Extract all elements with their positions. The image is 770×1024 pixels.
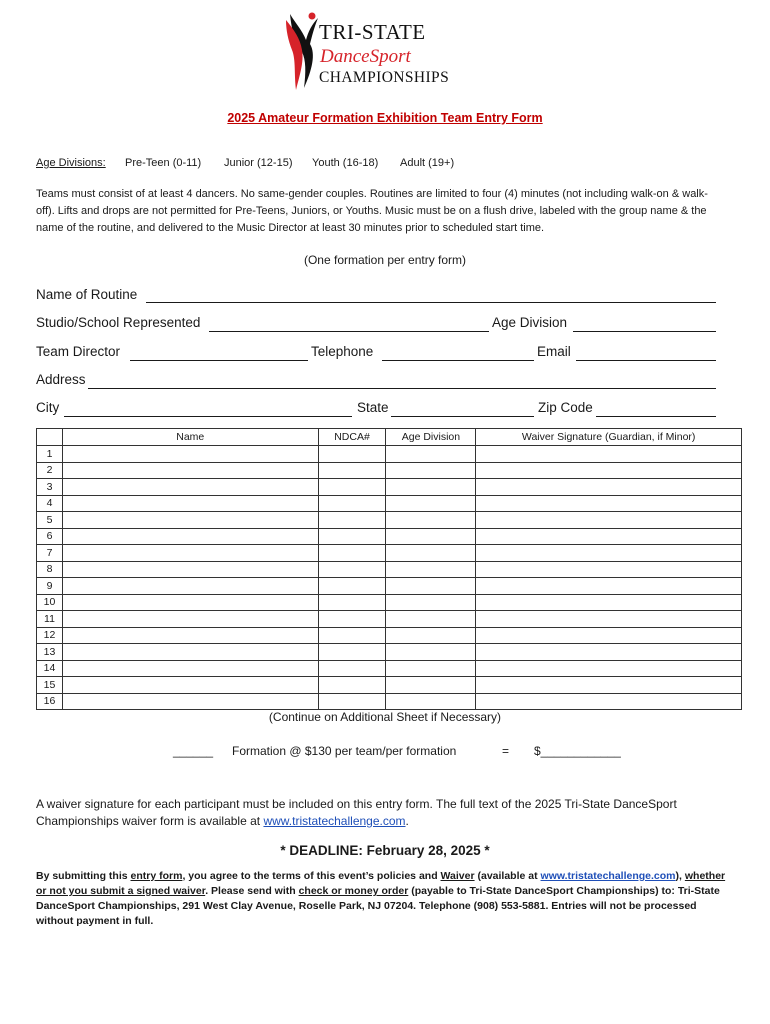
name-cell[interactable] <box>62 627 318 644</box>
name-cell[interactable] <box>62 462 318 479</box>
ndca-cell[interactable] <box>318 462 386 479</box>
name-cell[interactable] <box>62 561 318 578</box>
row-number: 8 <box>37 561 63 578</box>
address-line[interactable] <box>88 388 716 389</box>
name-cell[interactable] <box>62 594 318 611</box>
row-number: 13 <box>37 644 63 661</box>
waiver-signature-cell[interactable] <box>476 462 742 479</box>
address-label: Address <box>36 372 86 387</box>
team-director-label: Team Director <box>36 344 121 359</box>
header-ndca: NDCA# <box>318 429 386 446</box>
telephone-line[interactable] <box>382 360 534 361</box>
age-division-cell[interactable] <box>386 561 476 578</box>
waiver-signature-cell[interactable] <box>476 578 742 595</box>
age-division-line[interactable] <box>573 331 716 332</box>
age-division-label: Age Division <box>492 315 568 330</box>
logo-text-championships: CHAMPIONSHIPS <box>319 69 450 86</box>
ndca-cell[interactable] <box>318 446 386 463</box>
ndca-cell[interactable] <box>318 594 386 611</box>
age-division-cell[interactable] <box>386 644 476 661</box>
fee-total[interactable]: $____________ <box>534 744 621 758</box>
waiver-signature-cell[interactable] <box>476 611 742 628</box>
name-cell[interactable] <box>62 512 318 529</box>
row-number: 7 <box>37 545 63 562</box>
waiver-signature-cell[interactable] <box>476 495 742 512</box>
age-division-cell[interactable] <box>386 611 476 628</box>
table-row <box>37 512 742 529</box>
name-cell[interactable] <box>62 528 318 545</box>
waiver-link[interactable]: www.tristatechallenge.com <box>263 814 406 828</box>
age-division-cell[interactable] <box>386 495 476 512</box>
table-row <box>37 611 742 628</box>
row-number: 4 <box>37 495 63 512</box>
table-row <box>37 495 742 512</box>
age-division-adult: Adult (19+) <box>400 157 455 169</box>
terms-part-1: By submitting this <box>36 870 131 882</box>
age-division-cell[interactable] <box>386 462 476 479</box>
table-row <box>37 627 742 644</box>
row-number: 14 <box>37 660 63 677</box>
age-divisions-label: Age Divisions: <box>36 157 106 169</box>
name-cell[interactable] <box>62 578 318 595</box>
whether-text: whether or not you submit a signed waiver <box>36 870 726 897</box>
state-line[interactable] <box>391 416 534 417</box>
ndca-cell[interactable] <box>318 611 386 628</box>
age-division-cell[interactable] <box>386 693 476 710</box>
waiver-link-bold[interactable]: Waiver <box>440 870 475 882</box>
row-number: 9 <box>37 578 63 595</box>
ndca-cell[interactable] <box>318 495 386 512</box>
table-row <box>37 479 742 496</box>
name-cell[interactable] <box>62 479 318 496</box>
ndca-cell[interactable] <box>318 677 386 694</box>
row-number: 15 <box>37 677 63 694</box>
row-number: 11 <box>37 611 63 628</box>
row-number: 6 <box>37 528 63 545</box>
row-number: 12 <box>37 627 63 644</box>
ndca-cell[interactable] <box>318 545 386 562</box>
table-row <box>37 462 742 479</box>
age-division-preteen: Pre-Teen (0-11) <box>125 157 202 169</box>
table-row <box>37 594 742 611</box>
ndca-cell[interactable] <box>318 528 386 545</box>
state-label: State <box>357 400 389 415</box>
email-line[interactable] <box>576 360 716 361</box>
entry-form-link[interactable]: entry form <box>130 870 183 882</box>
waiver-signature-cell[interactable] <box>476 545 742 562</box>
waiver-signature-cell[interactable] <box>476 512 742 529</box>
table-row <box>37 578 742 595</box>
one-per-form-note: (One formation per entry form) <box>303 253 467 267</box>
waiver-signature-cell[interactable] <box>476 561 742 578</box>
routine-name-line[interactable] <box>146 302 716 303</box>
name-cell[interactable] <box>62 644 318 661</box>
routine-name-label: Name of Routine <box>36 287 138 302</box>
terms-part-2: , you agree to the terms of this event’s policies and <box>182 870 441 882</box>
waiver-signature-cell[interactable] <box>476 677 742 694</box>
continue-note: (Continue on Additional Sheet if Necessary) <box>268 710 502 724</box>
form-title: 2025 Amateur Formation Exhibition Team Entry Form <box>227 111 543 125</box>
waiver-signature-cell[interactable] <box>476 479 742 496</box>
table-row <box>37 660 742 677</box>
team-director-line[interactable] <box>130 360 308 361</box>
age-division-cell[interactable] <box>386 446 476 463</box>
studio-label: Studio/School Represented <box>36 315 201 330</box>
row-number: 3 <box>37 479 63 496</box>
ndca-cell[interactable] <box>318 479 386 496</box>
waiver-paragraph: A waiver signature for each participant must be included on this entry form. The full text of the 2025 Tri-State DanceSport Championships waiver form is available at www.tristatechallenge.com. <box>36 797 677 828</box>
name-cell[interactable] <box>62 446 318 463</box>
table-row <box>37 545 742 562</box>
waiver-signature-cell[interactable] <box>476 528 742 545</box>
zip-line[interactable] <box>596 416 716 417</box>
roster-body <box>37 446 742 710</box>
logo-text-dancesport: DanceSport <box>320 46 411 67</box>
age-division-youth: Youth (16-18) <box>312 157 379 169</box>
header-age-division: Age Division <box>386 429 476 446</box>
age-division-cell[interactable] <box>386 528 476 545</box>
table-row <box>37 446 742 463</box>
waiver-signature-cell[interactable] <box>476 594 742 611</box>
age-division-cell[interactable] <box>386 545 476 562</box>
name-cell[interactable] <box>62 677 318 694</box>
name-cell[interactable] <box>62 693 318 710</box>
table-header-row <box>37 429 742 446</box>
roster-table <box>36 428 742 710</box>
ndca-cell[interactable] <box>318 693 386 710</box>
row-number: 5 <box>37 512 63 529</box>
ndca-cell[interactable] <box>318 660 386 677</box>
waiver-text: A waiver signature for each participant must be included on this entry form. The full text of the 2025 Tri-State DanceSport Championships waiver form is available at <box>36 797 677 828</box>
age-division-cell[interactable] <box>386 627 476 644</box>
header-waiver-signature: Waiver Signature (Guardian, if Minor) <box>476 429 742 446</box>
header-number <box>37 429 63 446</box>
ndca-cell[interactable] <box>318 578 386 595</box>
row-number: 16 <box>37 693 63 710</box>
name-cell[interactable] <box>62 495 318 512</box>
table-row <box>37 693 742 710</box>
age-division-cell[interactable] <box>386 677 476 694</box>
table-row <box>37 561 742 578</box>
waiver-signature-cell[interactable] <box>476 693 742 710</box>
name-cell[interactable] <box>62 611 318 628</box>
waiver-signature-cell[interactable] <box>476 644 742 661</box>
fee-text: Formation @ $130 per team/per formation <box>232 744 457 758</box>
terms-part-4: ), <box>675 870 685 882</box>
table-row <box>37 528 742 545</box>
fee-blank[interactable]: ______ <box>173 744 214 758</box>
logo-text-tristate: TRI-STATE <box>319 20 426 44</box>
row-number: 2 <box>37 462 63 479</box>
ndca-cell[interactable] <box>318 561 386 578</box>
table-row <box>37 644 742 661</box>
row-number: 10 <box>37 594 63 611</box>
submission-terms <box>36 869 736 929</box>
fee-equals: = <box>502 744 510 758</box>
waiver-signature-cell[interactable] <box>476 660 742 677</box>
age-division-cell[interactable] <box>386 594 476 611</box>
waiver-signature-cell[interactable] <box>476 627 742 644</box>
terms-part-3: (available at <box>474 870 541 882</box>
city-label: City <box>36 400 60 415</box>
age-division-junior: Junior (12-15) <box>224 157 293 169</box>
name-cell[interactable] <box>62 545 318 562</box>
ndca-cell[interactable] <box>318 627 386 644</box>
age-division-cell[interactable] <box>386 578 476 595</box>
age-division-cell[interactable] <box>386 660 476 677</box>
table-row <box>37 677 742 694</box>
email-label: Email <box>537 344 571 359</box>
rules-paragraph: Teams must consist of at least 4 dancers. No same-gender couples. Routines are limited to four (4) minutes (not including walk-on & walk-off). Lifts and drops are not permitted for Pre-Teens, Juniors, or Youths. Music must be on a flush drive, labeled with the group name & the name of the routine, and delivered to the Music Director at least 30 minutes prior to scheduled start time. <box>36 188 708 234</box>
ndca-cell[interactable] <box>318 512 386 529</box>
ndca-cell[interactable] <box>318 644 386 661</box>
age-division-cell[interactable] <box>386 512 476 529</box>
deadline: * DEADLINE: February 28, 2025 * <box>280 843 490 858</box>
zip-label: Zip Code <box>538 400 593 415</box>
telephone-label: Telephone <box>311 344 374 359</box>
terms-part-5: . Please send with <box>205 885 299 897</box>
city-line[interactable] <box>64 416 352 417</box>
terms-part-6: (payable to Tri-State DanceSport Championships) to: Tri-State DanceSport Championships, 291 West Clay Avenue, Roselle Park, NJ 07204. Telephone (908) 553-5881. Entries will not be processed without payment in full. <box>36 885 720 927</box>
check-money-order-text: check or money order <box>298 885 409 897</box>
waiver-signature-cell[interactable] <box>476 446 742 463</box>
studio-line[interactable] <box>209 331 489 332</box>
header-name: Name <box>62 429 318 446</box>
logo <box>282 10 452 92</box>
age-division-cell[interactable] <box>386 479 476 496</box>
website-link[interactable]: www.tristatechallenge.com <box>540 870 676 882</box>
name-cell[interactable] <box>62 660 318 677</box>
row-number: 1 <box>37 446 63 463</box>
